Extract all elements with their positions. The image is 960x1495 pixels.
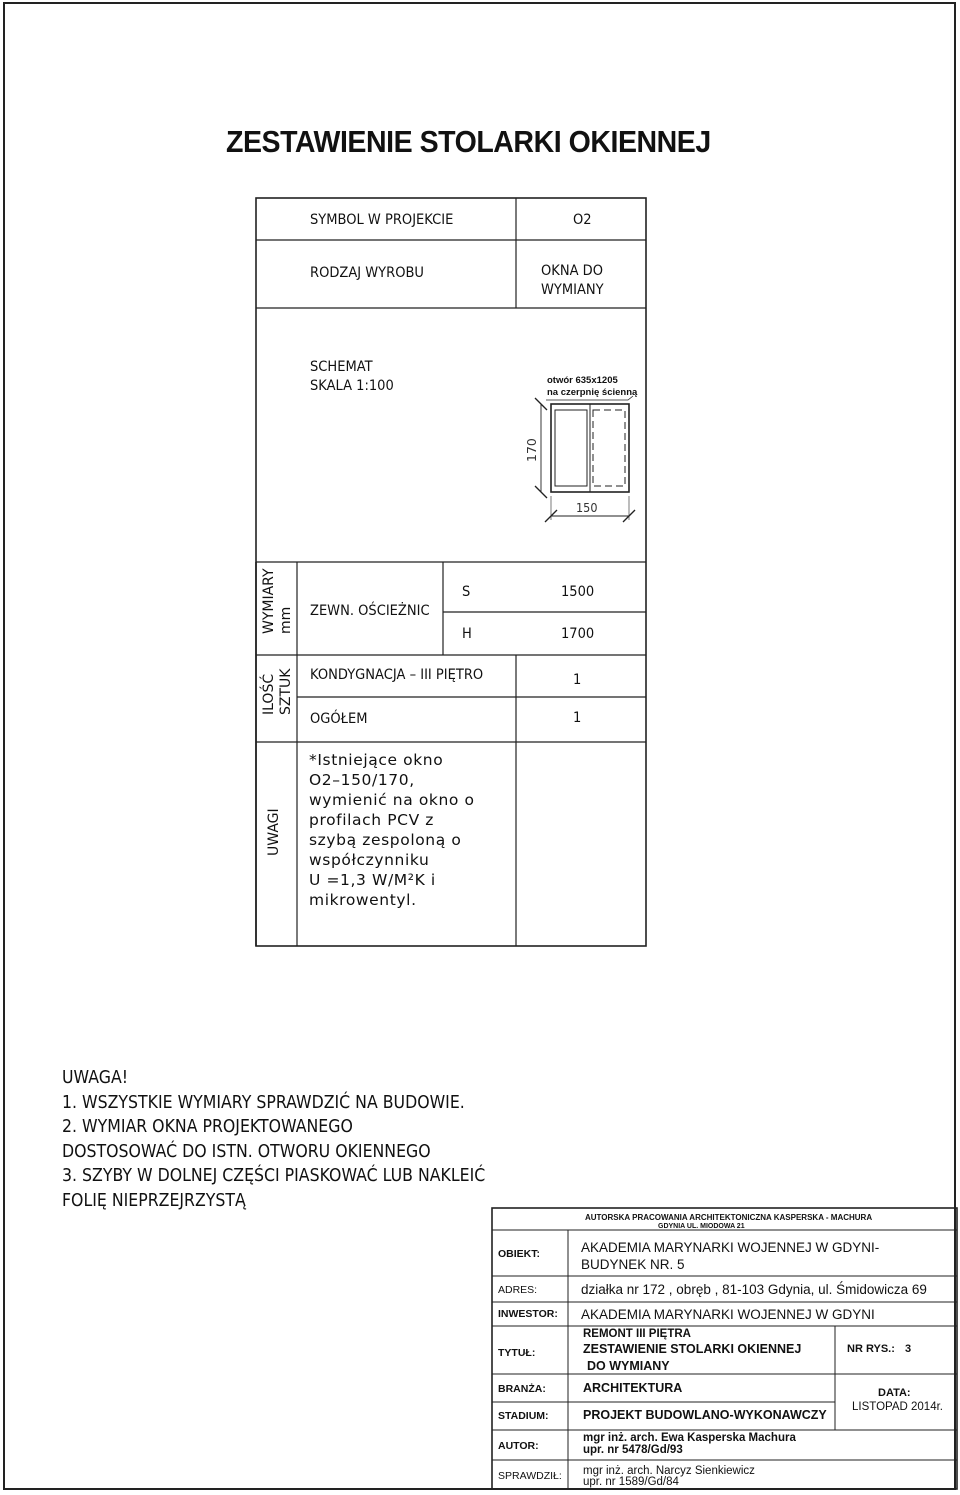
obiekt-line1: AKADEMIA MARYNARKI WOJENNEJ W GDYNI- — [581, 1240, 880, 1255]
rodzaj-label: RODZAJ WYROBU — [310, 265, 424, 281]
nr-rys-value: 3 — [905, 1343, 912, 1355]
rodzaj-value-line2: WYMIANY — [541, 282, 604, 298]
autor-line1: mgr inż. arch. Ewa Kasperska Machura — [583, 1432, 796, 1444]
adres-label: ADRES: — [498, 1284, 538, 1296]
dim-height-label: 170 — [524, 438, 539, 462]
schemat-label-line2: SKALA 1:100 — [310, 378, 394, 394]
uwagi-text: *Istniejące okno O2–150/170, wymienić na okno o profilach PCV z szybą zespoloną o współczynniku U =1,3 W/M²K i mikrowentyl. — [309, 751, 475, 909]
studio-address: GDYNIA UL. MIODOWA 21 — [658, 1223, 745, 1230]
inwestor-label: INWESTOR: — [498, 1308, 558, 1320]
symbol-label: SYMBOL W PROJEKCIE — [310, 212, 454, 228]
branza-label: BRANŻA: — [498, 1383, 546, 1395]
data-value: LISTOPAD 2014r. — [852, 1401, 943, 1413]
ilosc-vertical-label: ILOŚĆ SZTUK — [261, 668, 294, 715]
data-label: DATA: — [878, 1387, 911, 1399]
uwagi-vertical-label: UWAGI — [266, 808, 282, 856]
kondygnacja-value: 1 — [573, 672, 582, 688]
autor-label: AUTOR: — [498, 1440, 539, 1452]
adres-value: działka nr 172 , obręb , 81-103 Gdynia, ul. Śmidowicza 69 — [581, 1282, 927, 1297]
tytul-line2: ZESTAWIENIE STOLARKI OKIENNEJ — [583, 1342, 802, 1356]
rodzaj-value-line1: OKNA DO — [541, 263, 603, 279]
branza-value: ARCHITEKTURA — [583, 1381, 683, 1395]
schemat-label-line1: SCHEMAT — [310, 359, 373, 375]
studio-name: AUTORSKA PRACOWANIA ARCHITEKTONICZNA KASPERSKA - MACHURA — [585, 1213, 873, 1222]
h-label: H — [462, 626, 472, 642]
notes-line3: DOSTOSOWAĆ DO ISTN. OTWORU OKIENNEGO — [62, 1141, 431, 1162]
autor-line2: upr. nr 5478/Gd/93 — [583, 1444, 683, 1456]
kondygnacja-label: KONDYGNACJA – III PIĘTRO — [310, 667, 484, 683]
obiekt-line2: BUDYNEK NR. 5 — [581, 1257, 685, 1272]
stadium-value: PROJEKT BUDOWLANO-WYKONAWCZY — [583, 1408, 827, 1422]
schematic-note-line2: na czerpnię ścienną — [547, 387, 638, 398]
notes-line5: FOLIĘ NIEPRZEJRZYSTĄ — [62, 1190, 246, 1211]
inwestor-value: AKADEMIA MARYNARKI WOJENNEJ W GDYNI — [581, 1307, 875, 1322]
tytul-label: TYTUŁ: — [498, 1347, 536, 1359]
h-value: 1700 — [561, 626, 595, 642]
tytul-line1: REMONT III PIĘTRA — [583, 1328, 691, 1340]
notes-line1: 1. WSZYSTKIE WYMIARY SPRAWDZIĆ NA BUDOWIE. — [62, 1092, 465, 1113]
sprawdzil-line2: upr. nr 1589/Gd/84 — [583, 1476, 679, 1488]
stadium-label: STADIUM: — [498, 1410, 549, 1422]
ogolem-label: OGÓŁEM — [310, 711, 368, 727]
notes-line4: 3. SZYBY W DOLNEJ CZĘŚCI PIASKOWAĆ LUB NAKLEIĆ — [62, 1166, 486, 1187]
schematic-note-line1: otwór 635x1205 — [547, 375, 618, 386]
dim-width-label: 150 — [576, 500, 598, 515]
s-value: 1500 — [561, 584, 595, 600]
notes-heading: UWAGA! — [62, 1068, 129, 1088]
tytul-line3: DO WYMIANY — [587, 1359, 670, 1373]
oscieznic-label: ZEWN. OŚCIEŻNIC — [310, 603, 430, 619]
s-label: S — [462, 584, 471, 600]
sprawdzil-line1: mgr inż. arch. Narcyz Sienkiewicz — [583, 1465, 755, 1477]
wymiary-vertical-label: WYMIARY mm — [261, 568, 294, 634]
sprawdzil-label: SPRAWDZIŁ: — [498, 1470, 562, 1482]
notes-line2: 2. WYMIAR OKNA PROJEKTOWANEGO — [62, 1117, 353, 1138]
ogolem-value: 1 — [573, 710, 582, 726]
page-title: ZESTAWIENIE STOLARKI OKIENNEJ — [226, 124, 711, 159]
nr-rys-label: NR RYS.: — [847, 1343, 895, 1355]
general-notes — [62, 1066, 485, 1214]
symbol-value: O2 — [573, 212, 592, 228]
obiekt-label: OBIEKT: — [498, 1248, 540, 1260]
